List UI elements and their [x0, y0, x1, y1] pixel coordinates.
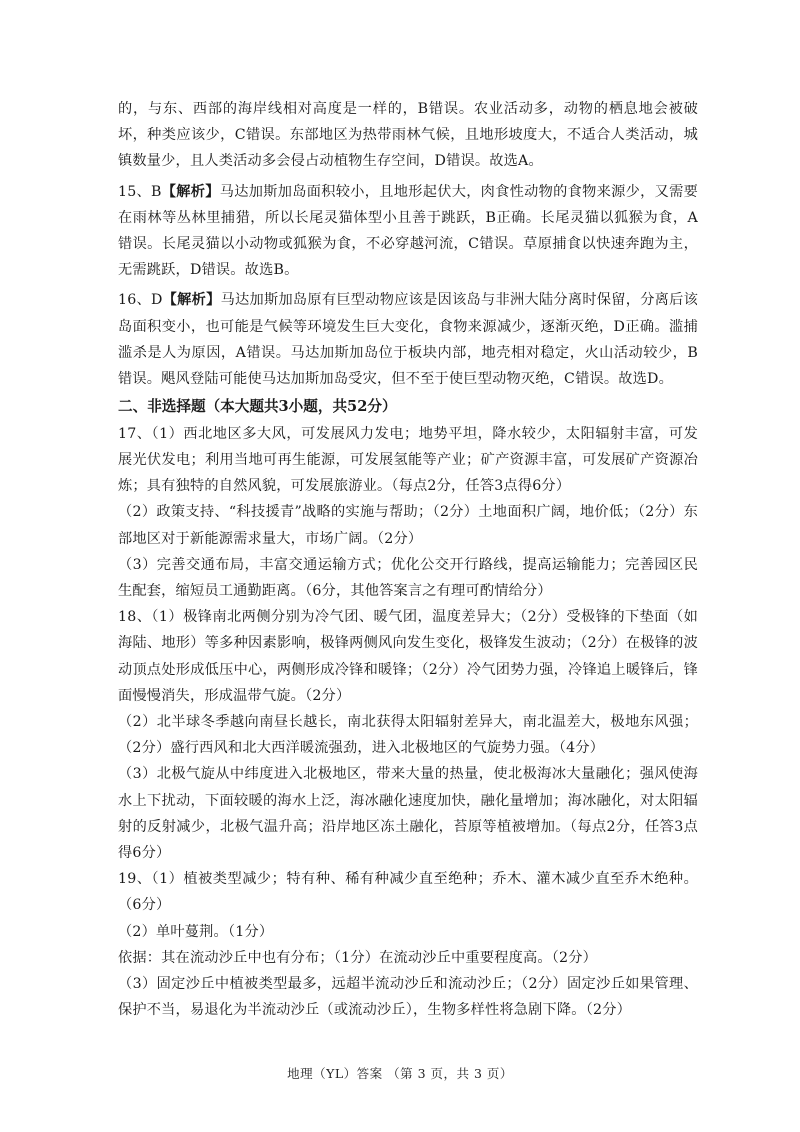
q16-answer	[118, 287, 698, 392]
q15-prefix: 15、B	[118, 183, 162, 200]
q19-part2: （2）单叶蔓荆。（1分）	[118, 923, 274, 940]
section-heading-non-choice: 二、非选择题（本大题共3小题，共52分）	[118, 398, 397, 416]
q17-part1: 17、（1）西北地区多大风，可发展风力发电；地势平坦，降水较少，太阳辐射丰富，可发展光伏发电；利用当地可再生能源，可发展氢能等产业；矿产资源丰富，可发展矿产资源冶炼；具有独特的自然风貌，可发展旅游业。（每点2分，任答3点得6分）	[118, 425, 698, 495]
q16-analysis-tag: 【解析】	[162, 292, 221, 309]
q15-analysis-tag: 【解析】	[161, 183, 220, 200]
q16-prefix: 16、D	[118, 292, 163, 309]
q17-part3: （3）完善交通布局，丰富交通运输方式；优化公交开行路线，提高运输能力；完善园区民生配套，缩短员工通勤距离。（6分，其他答案言之有理可酌情给分）	[118, 556, 698, 599]
q16-body: 马达加斯加岛原有巨型动物应该是因该岛与非洲大陆分离时保留，分离后该岛面积变小，也可能是气候等环境发生巨大变化，食物来源减少，逐渐灭绝，D正确。滥捕滥杀是人为原因，A错误。马达加斯加岛位于板块内部，地壳相对稳定，火山活动较少，B错误。飓风登陆可能使马达加斯加岛受灾，但不至于使巨型动物灭绝，C错误。故选D。	[118, 292, 698, 388]
q14-answer-tail: 的，与东、西部的海岸线相对高度是一样的，B错误。农业活动多，动物的栖息地会被破坏，种类应该少，C错误。东部地区为热带雨林气候，且地形坡度大，不适合人类活动，城镇数量少，且人类活动多会侵占动植物生存空间，D错误。故选A。	[118, 101, 698, 170]
q19-part1: 19、（1）植被类型减少；特有种、稀有种减少直至绝种；乔木、灌木减少直至乔木绝种。（6分）	[118, 871, 698, 914]
q18-part3: （3）北极气旋从中纬度进入北极地区，带来大量的热量，使北极海冰大量融化；强风使海水上下扰动，下面较暖的海水上泛，海冰融化速度加快，融化量增加；海冰融化，对太阳辐射的反射减少，北极气温升高；沿岸地区冻土融化，苔原等植被增加。（每点2分，任答3点得6分）	[118, 766, 698, 861]
page-footer: 地理（YL）答案 （第 3 页，共 3 页）	[287, 1066, 513, 1081]
q19-part3: （3）固定沙丘中植被类型最多，远超半流动沙丘和流动沙丘；（2分）固定沙丘如果管理、保护不当，易退化为半流动沙丘（或流动沙丘），生物多样性将急剧下降。（2分）	[118, 976, 698, 1019]
q15-body: 马达加斯加岛面积较小，且地形起伏大，肉食性动物的食物来源少，又需要在雨林等丛林里捕猎，所以长尾灵猫体型小且善于跳跃，B正确。长尾灵猫以狐猴为食，A错误。长尾灵猫以小动物或狐猴为食，不必穿越河流，C错误。草原捕食以快速奔跑为主，无需跳跃，D错误。故选B。	[118, 183, 698, 279]
q19-evidence: 依据：其在流动沙丘中也有分布；（1分）在流动沙丘中重要程度高。（2分）	[118, 949, 598, 966]
q15-answer	[118, 179, 698, 284]
q18-part1: 18、（1）极锋南北两侧分别为冷气团、暖气团，温度差异大；（2分）受极锋的下垫面（如海陆、地形）等多种因素影响，极锋两侧风向发生变化，极锋发生波动；（2分）在极锋的波动顶点处形成低压中心，两侧形成冷锋和暖锋；（2分）冷气团势力强，冷锋追上暖锋后，锋面慢慢消失，形成温带气旋。（2分）	[118, 609, 698, 704]
q18-part2: （2）北半球冬季越向南昼长越长，南北获得太阳辐射差异大，南北温差大，极地东风强；（2分）盛行西风和北大西洋暖流强劲，进入北极地区的气旋势力强。（4分）	[118, 713, 698, 757]
q17-part2: （2）政策支持、“科技援青”战略的实施与帮助；（2分）土地面积广阔，地价低；（2分）东部地区对于新能源需求量大，市场广阔。（2分）	[118, 504, 698, 547]
answer-page-body	[118, 96, 698, 1023]
